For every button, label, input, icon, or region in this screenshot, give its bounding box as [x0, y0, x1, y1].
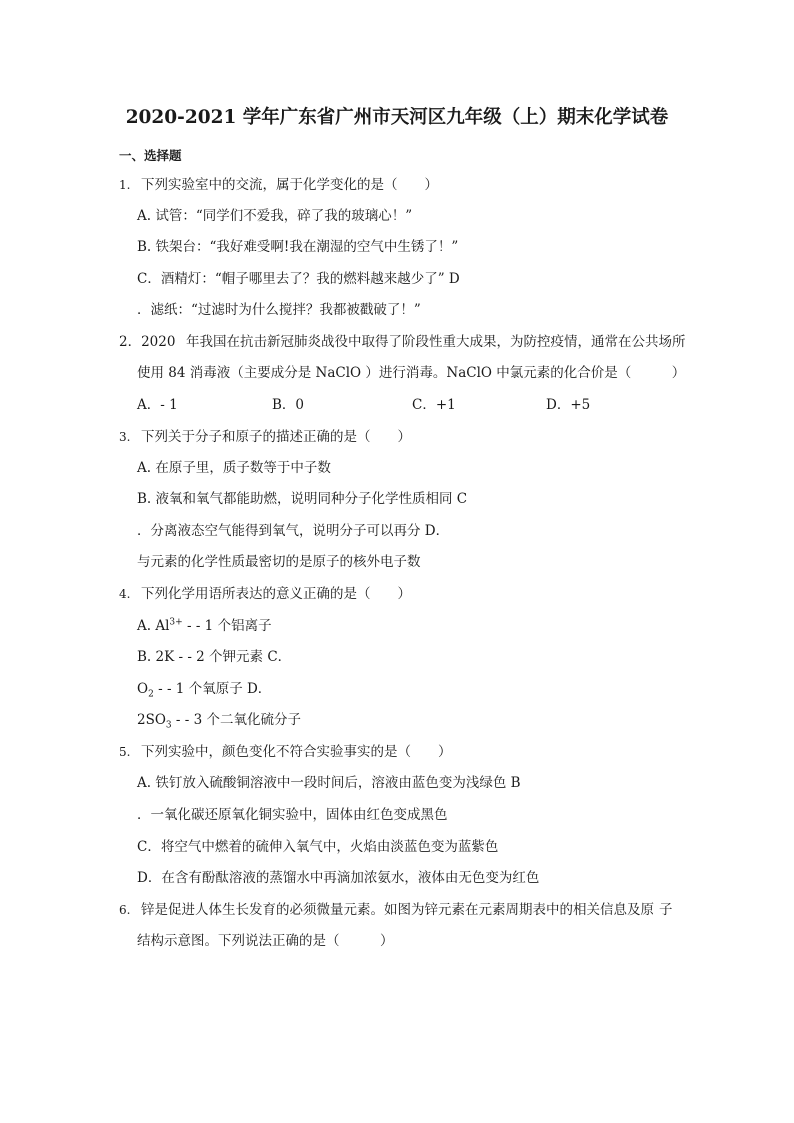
question-3-stem: 下列关于分子和原子的描述正确的是（ ） — [141, 429, 411, 445]
question-3-option-c: ．分离液态空气能得到氧气，说明分子可以再分 D． — [137, 523, 450, 539]
question-3-number: 3. — [119, 430, 131, 444]
question-3-option-d: 与元素的化学性质最密切的是原子的核外电子数 — [137, 554, 421, 570]
question-4-option-d: $2SO_3$ - - 3 个二氧化硫分子 — [137, 712, 302, 731]
question-5-option-c: C．将空气中燃着的硫伸入氧气中，火焰由淡蓝色变为蓝紫色 — [137, 839, 499, 855]
question-5-option-d: D．在含有酚酞溶液的蒸馏水中再滴加浓氨水，液体由无色变为红色 — [137, 870, 540, 886]
question-2-option-a: A．- 1 — [137, 397, 178, 413]
question-2-stem-line1: 年我国在抗击新冠肺炎战役中取得了阶段性重大成果，为防控疫情，通常在公共场所 — [186, 334, 686, 350]
question-4-option-b: B. 2K - - 2 个钾元素 C． — [137, 649, 292, 665]
question-1-number: 1. — [119, 178, 131, 192]
question-3-option-a: A. 在原子里，质子数等于中子数 — [137, 460, 331, 476]
question-5-option-a: A. 铁钉放入硫酸铜溶液中一段时间后，溶液由蓝色变为浅绿色 B — [137, 775, 521, 791]
question-2-option-c: C．+1 — [412, 397, 456, 413]
question-1-option-c: C．酒精灯：“帽子哪里去了？我的燃料越来越少了” D — [137, 271, 460, 287]
question-1-option-d: ．滤纸：“过滤时为什么搅拌？我都被戳破了！” — [137, 302, 421, 318]
question-4-option-c: $O_2$ - - 1 个氧原子 D． — [137, 681, 272, 700]
question-3-option-b: B. 液氧和氧气都能助燃，说明同种分子化学性质相同 C — [137, 491, 468, 507]
question-4-option-a: A. $Al^{3+}$ - - 1 个铝离子 — [137, 617, 272, 634]
question-1-option-a: A. 试管：“同学们不爱我，碎了我的玻璃心！” — [137, 208, 413, 224]
question-6-stem-line1: 锌是促进人体生长发育的必须微量元素。如图为锌元素在元素周期表中的相关信息及原 — [141, 902, 654, 918]
section-heading: 一、选择题 — [119, 148, 182, 163]
question-4-stem: 下列化学用语所表达的意义正确的是（ ） — [141, 586, 411, 602]
question-1-option-b: B. 铁架台：“我好难受啊!我在潮湿的空气中生锈了！” — [137, 239, 459, 255]
question-6-number: 6. — [119, 903, 131, 917]
exam-title: 2020-2021 学年广东省广州市天河区九年级（上）期末化学试卷 — [125, 107, 669, 128]
question-2-option-b: B．0 — [272, 397, 305, 413]
question-5-number: 5. — [119, 745, 131, 759]
question-6-stem-line2: 结构示意图。下列说法正确的是（ ） — [137, 933, 394, 949]
question-5-stem: 下列实验中，颜色变化不符合实验事实的是（ ） — [141, 744, 452, 760]
question-1-stem: 下列实验室中的交流，属于化学变化的是（ ） — [141, 177, 438, 193]
question-2-option-d: D．+5 — [546, 397, 591, 413]
question-4-number: 4. — [119, 587, 131, 601]
question-6-stem-line1-end: 子 — [659, 902, 673, 918]
question-2-number: 2．2020 — [119, 334, 176, 350]
question-5-option-b: ．一氧化碳还原氧化铜实验中，固体由红色变成黑色 — [137, 807, 448, 823]
question-2-stem-line2: 使用 84 消毒液（主要成分是 NaClO ）进行消毒。NaClO 中氯元素的化合价是（ ） — [137, 365, 686, 381]
